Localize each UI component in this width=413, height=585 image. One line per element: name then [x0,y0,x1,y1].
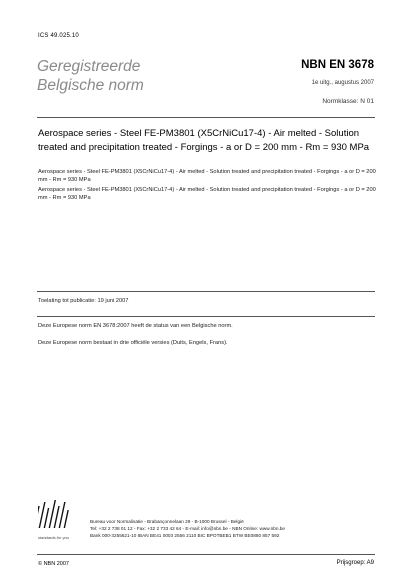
copyright: © NBN 2007 [38,561,69,567]
brand-title [37,57,144,95]
publication-approval: Toelating tot publicatie: 19 juni 2007 [38,298,129,304]
footer-address: Bureau voor Normalisatie - Brabançonnelaan 29 - B-1000 Brussel - België [90,519,244,524]
brand-line-1: Geregistreerde [37,58,141,75]
divider-statements [37,316,375,317]
footer-bank: Bank 000-3255621-10 IBAN BE41 0003 2556 2110 BIC BPOTBEB1 BTW BE0880 857 592 [90,533,280,539]
divider-bottom [37,554,375,555]
divider-top [37,117,375,118]
contact-footer [90,518,380,540]
footer-contact: Tel: +32 2 738 01 12 - Fax: +32 2 733 42 64 - E-mail: info@nbn.be - NBN Online: www.nbn.be [90,526,285,532]
document-title: Aerospace series - Steel FE-PM3801 (X5CrNiCu17-4) - Air melted - Solution treated and precipitation treated - Forgings - a or D = 200 mm - Rm = 930 MPa [38,128,370,153]
status-statement: Deze Europese norm EN 3678:2007 heeft de status van een Belgische norm. [38,323,233,329]
website-slogan: standards for you [38,535,69,540]
edition-date: 1e uitg., augustus 2007 [311,80,374,86]
title-translation-1: Aerospace series - Steel FE-PM3801 (X5CrNiCu17-4) - Air melted - Solution treated and precipitation treated - Forgings - a or D = 200 mm - Rm = 930 MPa [38,169,376,183]
divider-middle [37,291,375,292]
brand-line-2: Belgische norm [37,77,144,94]
price-group: Prijsgroep: A9 [336,560,374,566]
ics-code: ICS 49.025.10 [38,33,79,39]
norm-class: Normklasse: N 01 [322,98,374,105]
versions-statement: Deze Europese norm bestaat in drie officiële versies (Duits, Engels, Frans). [38,340,228,346]
nbn-logo [38,498,76,532]
title-translation-2: Aerospace series - Steel FE-PM3801 (X5CrNiCu17-4) - Air melted - Solution treated and precipitation treated - Forgings - a or D = 200 mm - Rm = 930 MPa [38,187,376,201]
norm-code: NBN EN 3678 [301,59,374,71]
